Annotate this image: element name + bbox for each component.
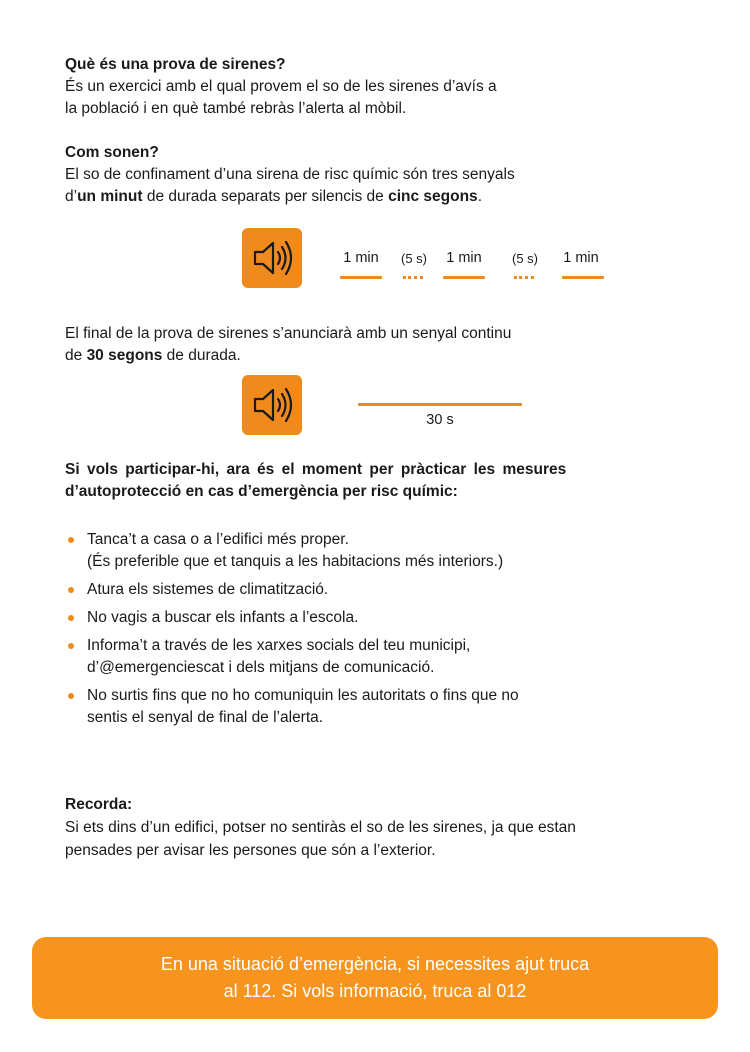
emergency-banner <box>32 937 718 1019</box>
list-item: No vagis a buscar els infants a l’escola. <box>65 607 705 629</box>
section-heading: Recorda: <box>65 796 133 813</box>
segment-dots-silence <box>514 276 534 282</box>
list-item: No surtis fins que no ho comuniquin les autoritats o fins que no sentis el senyal de final de l’alerta. <box>65 685 705 729</box>
segment-label-silence: (5 s) <box>401 251 427 266</box>
banner-line: En una situació d’emergència, si necessites ajut truca <box>160 954 590 974</box>
paragraph-line: la població i en què també rebràs l’alerta al mòbil. <box>65 100 407 117</box>
speaker-icon <box>242 375 302 435</box>
segment-label-sound: 1 min <box>563 250 599 266</box>
paragraph-line: d’autoprotecció en cas d’emergència per risc químic: <box>65 483 458 500</box>
segment-bar-sound <box>562 276 604 279</box>
paragraph-line: pensades per avisar les persones que són a l’exterior. <box>65 842 436 859</box>
bullet-icon <box>68 693 74 699</box>
section-participate <box>65 459 685 503</box>
speaker-icon <box>242 228 302 288</box>
paragraph-line: El final de la prova de sirenes s’anunciarà amb un senyal continu <box>65 325 512 342</box>
bullet-icon <box>68 537 74 543</box>
segment-bar-continuous <box>358 403 522 406</box>
bullet-icon <box>68 615 74 621</box>
segment-label-sound: 1 min <box>343 250 379 266</box>
paragraph-line: de 30 segons de durada. <box>65 347 241 364</box>
segment-label-continuous: 30 s <box>426 412 454 428</box>
paragraph-line: Si ets dins d’un edifici, potser no sentiràs el so de les sirenes, ja que estan <box>65 819 576 836</box>
section-heading: Com sonen? <box>65 144 159 161</box>
segment-dots-silence <box>403 276 423 282</box>
paragraph-line: El so de confinament d’una sirena de risc químic són tres senyals <box>65 166 515 183</box>
paragraph-line: És un exercici amb el qual provem el so de les sirenes d’avís a <box>65 78 497 95</box>
paragraph-line: Si vols participar-hi, ara és el moment per pràcticar les mesures <box>65 461 567 478</box>
section-reminder <box>65 793 725 862</box>
section-how-sound <box>65 142 685 208</box>
segment-label-sound: 1 min <box>446 250 482 266</box>
segment-bar-sound <box>340 276 382 279</box>
measures-list <box>65 529 705 729</box>
list-item: Atura els sistemes de climatització. <box>65 579 705 601</box>
segment-label-silence: (5 s) <box>512 251 538 266</box>
bullet-icon <box>68 587 74 593</box>
list-item: Tanca’t a casa o a l’edifici més proper. (És preferible que et tanquis a les habitacions més interiors.) <box>65 529 705 573</box>
section-what-is <box>65 54 685 120</box>
banner-line: al 112. Si vols informació, truca al 012 <box>223 981 527 1001</box>
bullet-icon <box>68 643 74 649</box>
segment-bar-sound <box>443 276 485 279</box>
section-end-signal <box>65 323 685 367</box>
paragraph-line: d’un minut de durada separats per silencis de cinc segons. <box>65 188 482 205</box>
section-heading: Què és una prova de sirenes? <box>65 56 286 73</box>
list-item: Informa’t a través de les xarxes socials del teu municipi, d’@emergenciescat i dels mitjans de comunicació. <box>65 635 705 679</box>
